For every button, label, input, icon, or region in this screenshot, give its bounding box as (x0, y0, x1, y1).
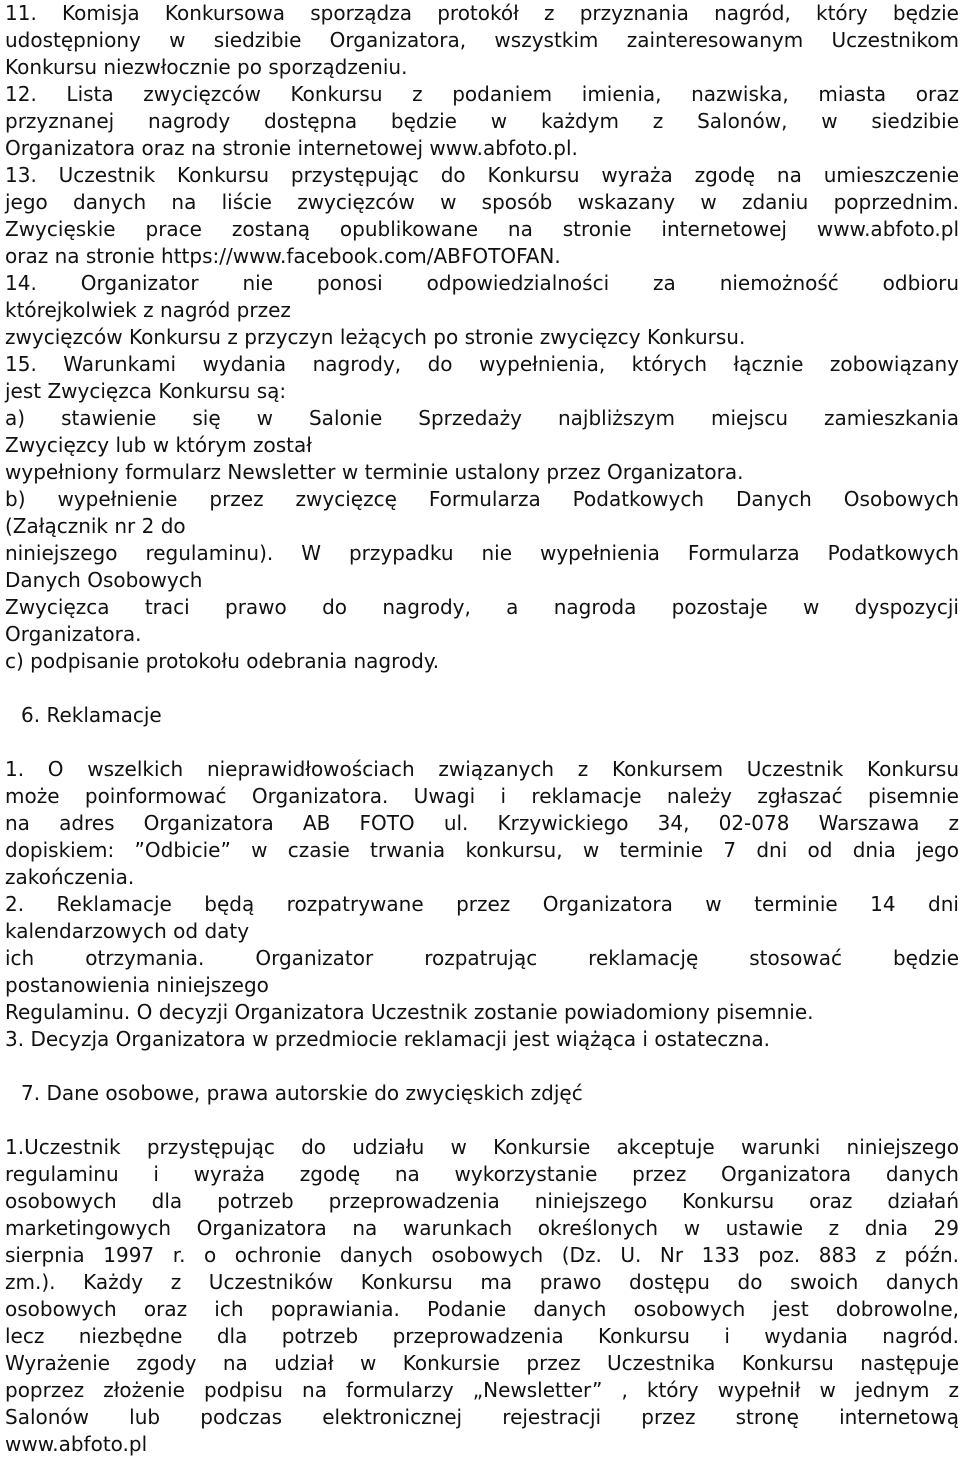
text-line: niniejszego regulaminu). W przypadku nie wypełnienia Formularza Podatkowych (5, 541, 959, 565)
text-line: wypełniony formularz Newsletter w terminie ustalony przez Organizatora. (5, 460, 744, 484)
text-line: może poinformować Organizatora. Uwagi i reklamacje należy zgłaszać pisemnie (5, 784, 959, 808)
text-line: osobowych oraz ich poprawiania. Podanie danych osobowych jest dobrowolne, (5, 1297, 959, 1321)
text-line: jest Zwycięzca Konkursu są: (5, 379, 287, 403)
text-line: oraz na stronie https://www.facebook.com/ABFOTOFAN. (5, 244, 561, 268)
text-line: Konkursu niezwłocznie po sporządzeniu. (5, 55, 408, 79)
text-line: a) stawienie się w Salonie Sprzedaży najbliższym miejscu zamieszkania (5, 406, 959, 430)
section-heading: 6. Reklamacje (21, 703, 162, 727)
text-line: regulaminu i wyraża zgodę na wykorzystanie przez Organizatora danych (5, 1162, 959, 1186)
text-line: Regulaminu. O decyzji Organizatora Uczestnik zostanie powiadomiony pisemnie. (5, 1000, 814, 1024)
text-line: zwycięzców Konkursu z przyczyn leżących po stronie zwycięzcy Konkursu. (5, 325, 746, 349)
text-line: Zwycięzcy lub w którym został (5, 433, 312, 457)
text-line: Wyrażenie zgody na udział w Konkursie przez Uczestnika Konkursu następuje (5, 1351, 959, 1375)
text-line: Zwycięzca traci prawo do nagrody, a nagroda pozostaje w dyspozycji (5, 595, 959, 619)
blank-line (5, 1053, 959, 1080)
text-line: przyznanej nagrody dostępna będzie w każdym z Salonów, w siedzibie (5, 109, 959, 133)
text-line: ich otrzymania. Organizator rozpatrując reklamację stosować będzie (5, 946, 959, 970)
text-line: c) podpisanie protokołu odebrania nagrody. (5, 649, 440, 673)
text-line: b) wypełnienie przez zwycięzcę Formularza Podatkowych Danych Osobowych (5, 487, 959, 511)
text-line: udostępniony w siedzibie Organizatora, wszystkim zainteresowanym Uczestnikom (5, 28, 959, 52)
text-line: którejkolwiek z nagród przez (5, 298, 291, 322)
text-line: 1.Uczestnik przystępując do udziału w Konkursie akceptuje warunki niniejszego (5, 1135, 959, 1159)
text-line: zakończenia. (5, 865, 135, 889)
text-line: na adres Organizatora AB FOTO ul. Krzywickiego 34, 02-078 Warszawa z (5, 811, 959, 835)
blank-line (5, 729, 959, 756)
section-heading: 7. Dane osobowe, prawa autorskie do zwycięskich zdjęć (21, 1081, 583, 1105)
text-line: 11. Komisja Konkursowa sporządza protokół z przyznania nagród, który będzie (5, 1, 959, 25)
text-line: jego danych na liście zwycięzców w sposób wskazany w zdaniu poprzednim. (5, 190, 959, 214)
text-line: 14. Organizator nie ponosi odpowiedzialności za niemożność odbioru (5, 271, 959, 295)
text-line: lecz niezbędne dla potrzeb przeprowadzenia Konkursu i wydania nagród. (5, 1324, 959, 1348)
text-line: 12. Lista zwycięzców Konkursu z podaniem imienia, nazwiska, miasta oraz (5, 82, 959, 106)
blank-line (5, 675, 959, 702)
text-line: 2. Reklamacje będą rozpatrywane przez Organizatora w terminie 14 dni (5, 892, 959, 916)
text-line: 15. Warunkami wydania nagrody, do wypełnienia, których łącznie zobowiązany (5, 352, 959, 376)
text-line: marketingowych Organizatora na warunkach określonych w ustawie z dnia 29 (5, 1216, 959, 1240)
text-line: www.abfoto.pl (5, 1432, 148, 1456)
text-line: Danych Osobowych (5, 568, 203, 592)
text-line: dopiskiem: ”Odbicie” w czasie trwania konkursu, w terminie 7 dni od dnia jego (5, 838, 959, 862)
text-line: zm.). Każdy z Uczestników Konkursu ma prawo dostępu do swoich danych (5, 1270, 959, 1294)
text-line: 3. Decyzja Organizatora w przedmiocie reklamacji jest wiążąca i ostateczna. (5, 1027, 771, 1051)
text-line: Organizatora oraz na stronie internetowej www.abfoto.pl. (5, 136, 578, 160)
blank-line (5, 1107, 959, 1134)
text-line: Organizatora. (5, 622, 142, 646)
text-line: osobowych dla potrzeb przeprowadzenia niniejszego Konkursu oraz działań (5, 1189, 959, 1213)
text-line: postanowienia niniejszego (5, 973, 269, 997)
text-line: kalendarzowych od daty (5, 919, 250, 943)
text-line: sierpnia 1997 r. o ochronie danych osobowych (Dz. U. Nr 133 poz. 883 z późn. (5, 1243, 959, 1267)
text-line: (Załącznik nr 2 do (5, 514, 186, 538)
text-line: 13. Uczestnik Konkursu przystępując do Konkursu wyraża zgodę na umieszczenie (5, 163, 959, 187)
regulations-document (5, 0, 959, 1458)
text-line: poprzez złożenie podpisu na formularzy „Newsletter” , który wypełnił w jednym z (5, 1378, 959, 1402)
text-line: Salonów lub podczas elektronicznej rejestracji przez stronę internetową (5, 1405, 959, 1429)
text-line: 1. O wszelkich nieprawidłowościach związanych z Konkursem Uczestnik Konkursu (5, 757, 959, 781)
text-line: Zwycięskie prace zostaną opublikowane na stronie internetowej www.abfoto.pl (5, 217, 959, 241)
